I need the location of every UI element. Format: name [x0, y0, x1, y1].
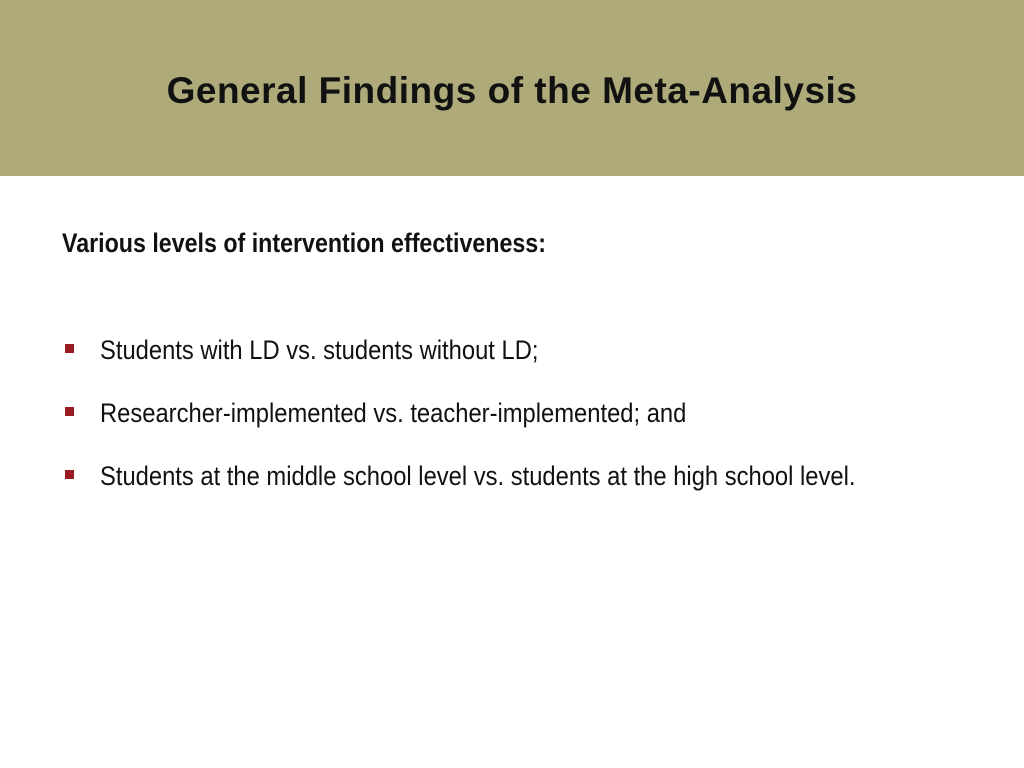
square-bullet-icon	[65, 470, 74, 479]
bullet-item	[62, 456, 942, 497]
square-bullet-icon	[65, 407, 74, 416]
bullet-text: Researcher-implemented vs. teacher-implemented; and	[100, 398, 687, 428]
bullet-item	[62, 393, 942, 434]
slide-title: General Findings of the Meta-Analysis	[166, 70, 858, 111]
bullet-text: Students at the middle school level vs. students at the high school level.	[100, 461, 856, 491]
bullet-text: Students with LD vs. students without LD;	[100, 335, 539, 365]
slide-subheading: Various levels of intervention effectiveness:	[62, 228, 546, 258]
square-bullet-icon	[65, 344, 74, 353]
bullet-list	[62, 330, 942, 519]
bullet-item	[62, 330, 942, 371]
